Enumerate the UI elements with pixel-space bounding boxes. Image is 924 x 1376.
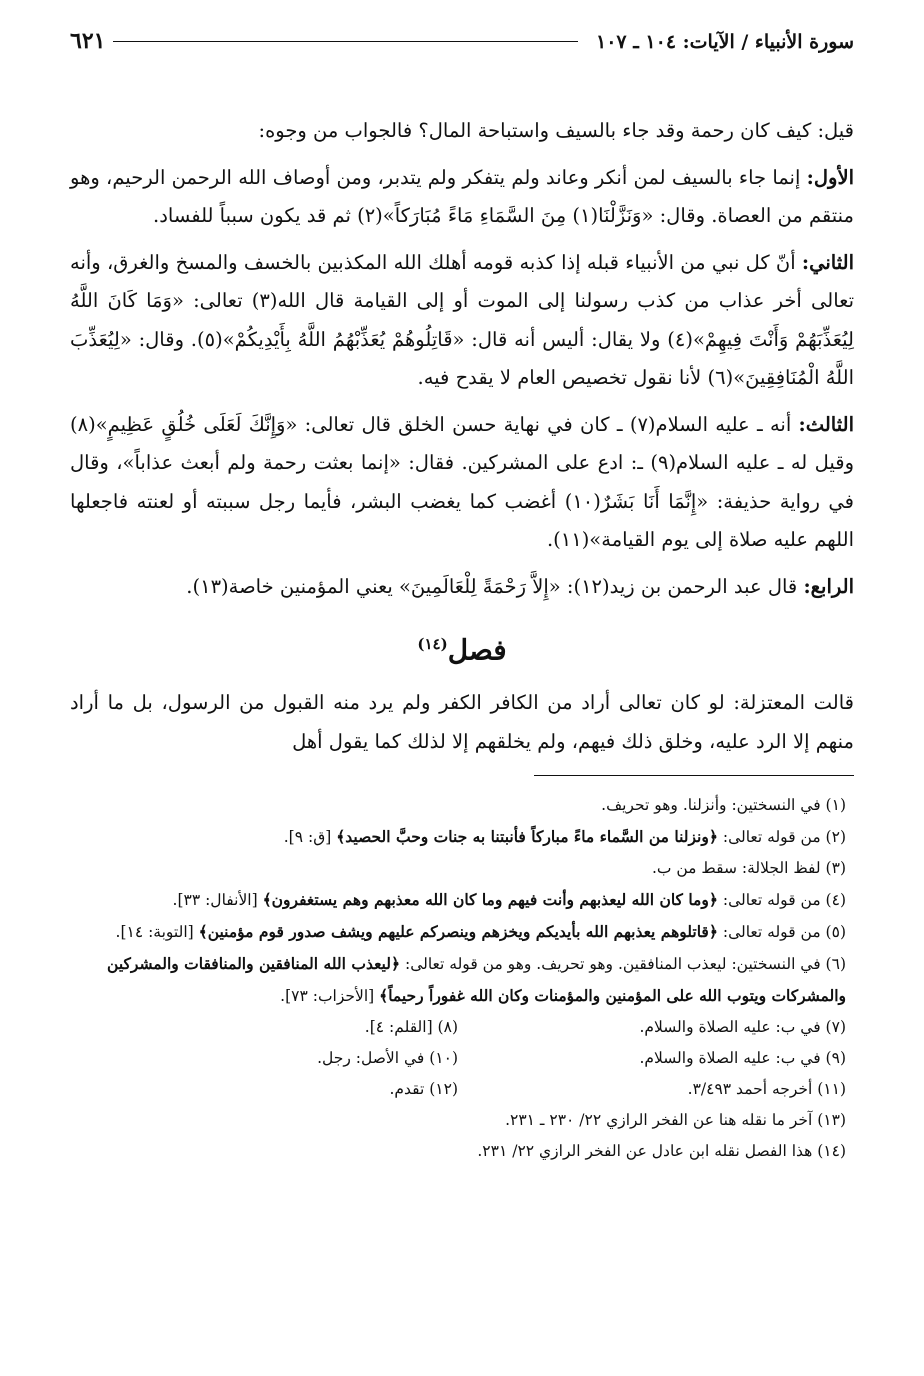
footnote-text: [الأنفال: ٣٣].	[172, 891, 263, 910]
footnote-row	[70, 1074, 846, 1105]
quran-reference: ﴿ليعذب الله المنافقين والمنافقات والمشركين والمشركات ويتوب الله على المؤمنين والمؤمنات وكان الله غفوراً رحيماً﴾	[107, 954, 846, 1006]
paragraph-text: أنّ كل نبي من الأنبياء قبله إذا كذبه قومه أهلك الله المكذبين بالخسف والمسخ والغرق، وأنه تعالى أخر عذاب من كذب رسولنا إلى الموت أو إلى القيامة قال الله(٣) تعالى: «وَمَا كَانَ اللَّهُ لِيُعَذِّبَهُمْ وَأَنْتَ فِيهِمْ»(٤) ولا يقال: أليس أنه قال: «قَاتِلُوهُمْ يُعَذِّبْهُمُ اللَّهُ بِأَيْدِيكُمْ»(٥). وقال: «لِيُعَذِّبَ اللَّهُ الْمُنَافِقِينَ»(٦) لأنا نقول تخصيص العام لا يقدح فيه.	[70, 250, 854, 389]
paragraph-lead: الأول:	[806, 165, 854, 189]
section-heading	[70, 624, 854, 670]
footnote-13: (١٣) آخر ما نقله هنا عن الفخر الرازي ٢٢/ ٢٣٠ ـ ٢٣١.	[505, 1111, 846, 1130]
paragraph-text: قال عبد الرحمن بن زيد(١٢): «إِلاَّ رَحْمَةً لِلْعَالَمِينَ» يعني المؤمنين خاصة(١٣).	[186, 574, 804, 598]
paragraph-lead: الثاني:	[801, 250, 854, 274]
quran-reference: ﴿قاتلوهم يعذبهم الله بأيديكم ويخزهم وينصركم عليهم ويشف صدور قوم مؤمنين﴾	[198, 922, 718, 942]
paragraph-fourth	[70, 568, 854, 607]
paragraph-text: إنما جاء بالسيف لمن أنكر وعاند ولم يتفكر ولم يتدبر، ومن أوصاف الله الرحمن الرحيم، وهو منتقم من العصاة. وقال: «وَنَزَّلْنَا(١) مِنَ السَّمَاءِ مَاءً مُبَارَكاً»(٢) ثم قد يكون سبباً للفساد.	[70, 165, 854, 227]
footnote-11: (١١) أخرجه أحمد ٣/٤٩٣.	[687, 1080, 846, 1099]
page-number: ٦٢١	[70, 28, 106, 54]
footnote-text: (٦) في النسختين: ليعذب المنافقين. وهو تحريف. وهو من قوله تعالى:	[400, 955, 846, 974]
quran-reference: ﴿ونزلنا من السَّماء ماءً مباركاً فأنبتنا به جنات وحبَّ الحصيد﴾	[336, 827, 718, 847]
footnotes	[70, 790, 854, 1167]
header-rule	[113, 41, 578, 42]
section-title: فصل	[447, 633, 507, 667]
running-header	[70, 28, 854, 68]
footnote-text: (٢) من قوله تعالى:	[717, 828, 846, 847]
footnote-2	[70, 821, 846, 853]
footnote-row	[70, 1012, 846, 1043]
paragraph-text: أنه ـ عليه السلام(٧) ـ كان في نهاية حسن الخلق قال تعالى: «وَإِنَّكَ لَعَلَى خُلُقٍ عَظِيمٍ»(٨) وقيل له ـ عليه السلام(٩) ـ: ادع على المشركين. فقال: «إنما بعثت رحمة ولم أبعث عذاباً»، وقال في رواية حذيفة: «إِنَّمَا أَنَا بَشَرٌ(١٠) أغضب كما يغضب البشر، فأيما رجل سببته أو لعنته فاجعلها اللهم عليه صلاة إلى يوم القيامة»(١١).	[70, 412, 854, 551]
paragraph-second	[70, 244, 854, 398]
footnote-row	[70, 1043, 846, 1074]
footnote-1: (١) في النسختين: وأنزلنا. وهو تحريف.	[601, 796, 846, 815]
footnote-divider	[534, 775, 854, 776]
paragraph-text: قالت المعتزلة: لو كان تعالى أراد من الكافر الكفر ولم يرد منه القبول من الرسول، بل ما أراد منهم إلا الرد عليه، وخلق ذلك فيهم، ولم يخلقهم إلا لذلك كما يقول أهل	[70, 691, 854, 753]
footnote-12: (١٢) تقدم.	[389, 1080, 458, 1099]
footnote-text: [التوبة: ١٤].	[115, 923, 199, 942]
footnote-text: [الأحزاب: ٧٣].	[280, 987, 380, 1006]
paragraph-intro	[70, 112, 854, 151]
footnote-text: (٥) من قوله تعالى:	[717, 923, 846, 942]
section-paragraph	[70, 684, 854, 761]
paragraph-third	[70, 406, 854, 560]
paragraph-text: قيل: كيف كان رحمة وقد جاء بالسيف واستباحة المال؟ فالجواب من وجوه:	[258, 119, 854, 142]
footnote-3: (٣) لفظ الجلالة: سقط من ب.	[651, 859, 846, 878]
footnote-4	[70, 884, 846, 916]
section-note-ref: (١٤)	[417, 635, 448, 653]
page	[70, 28, 854, 1167]
footnote-7: (٧) في ب: عليه الصلاة والسلام.	[639, 1018, 846, 1037]
footnote-8: (٨) [القلم: ٤].	[364, 1018, 458, 1037]
paragraph-lead: الرابع:	[803, 574, 854, 598]
footnote-14: (١٤) هذا الفصل نقله ابن عادل عن الفخر الرازي ٢٢/ ٢٣١.	[477, 1142, 846, 1161]
footnote-text: [ق: ٩].	[283, 828, 337, 847]
quran-reference: ﴿وما كان الله ليعذبهم وأنت فيهم وما كان الله معذبهم وهم يستغفرون﴾	[262, 890, 718, 910]
footnote-6	[70, 948, 846, 1012]
header-title: سورة الأنبياء / الآيات: ١٠٤ ـ ١٠٧	[596, 31, 854, 53]
paragraph-lead: الثالث:	[798, 412, 854, 436]
footnote-5	[70, 916, 846, 948]
paragraph-first	[70, 159, 854, 236]
footnote-text: (٤) من قوله تعالى:	[717, 891, 846, 910]
main-text	[70, 112, 854, 761]
footnote-10: (١٠) في الأصل: رجل.	[317, 1049, 458, 1068]
footnote-9: (٩) في ب: عليه الصلاة والسلام.	[639, 1049, 846, 1068]
